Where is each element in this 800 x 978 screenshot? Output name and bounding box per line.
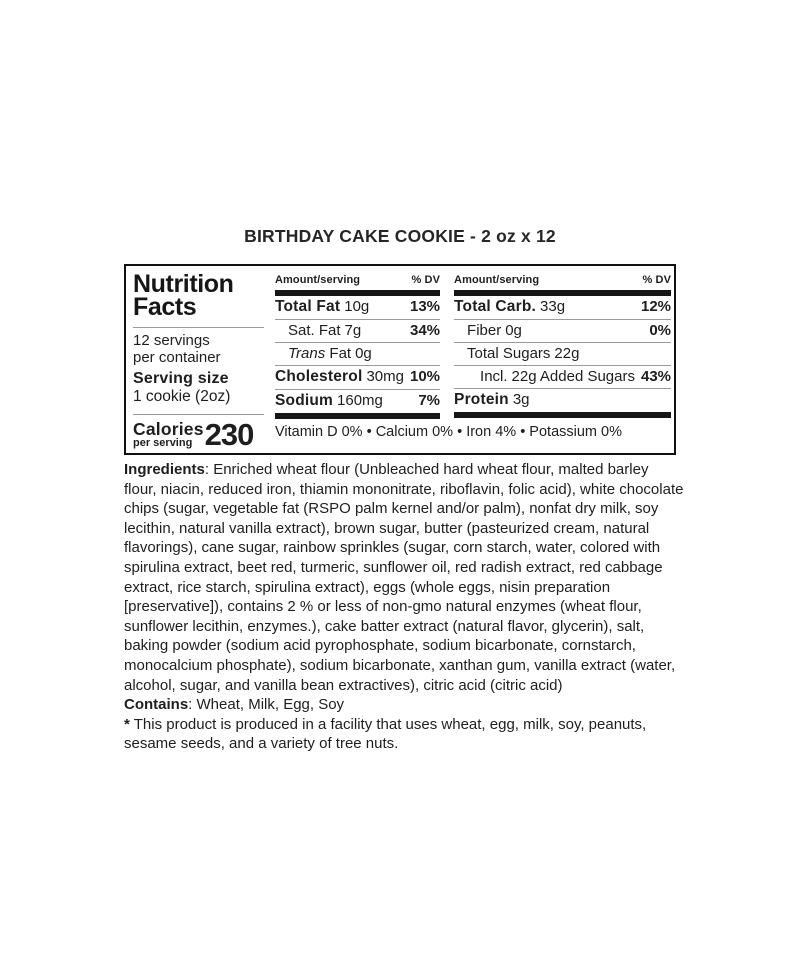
contains-line	[124, 695, 684, 715]
nutrient-dv: 10%	[410, 368, 441, 385]
calories-label: Calories	[133, 418, 204, 439]
column-header	[454, 273, 671, 290]
amount-per-serving-header: Amount/serving	[454, 274, 540, 286]
amount-per-serving-header: Amount/serving	[275, 274, 361, 286]
nutrient-name: Total Sugars	[467, 345, 551, 362]
contains-text: : Wheat, Milk, Egg, Soy	[188, 696, 345, 714]
facility-allergy-note	[124, 715, 684, 754]
nutrient-name: Cholesterol	[275, 368, 363, 385]
facility-allergy-text: This product is produced in a facility that uses wheat, egg, milk, soy, peanuts, sesame seeds, and a variety of tree nuts.	[124, 715, 647, 753]
nutrient-name: Fat	[329, 345, 352, 362]
calories-value: 230	[204, 417, 254, 452]
nutrient-row-total-sugars	[454, 343, 671, 366]
servings-per-container	[133, 333, 264, 366]
nutrient-amount: 22g	[554, 345, 580, 362]
nutrient-name: Incl.	[480, 368, 508, 385]
panel-nutrient-area	[275, 273, 671, 449]
nutrient-columns	[275, 273, 671, 419]
nutrition-facts-heading-line2: Facts	[133, 293, 197, 321]
nutrient-name: Sodium	[275, 392, 334, 409]
nutrient-name: Total Carb.	[454, 298, 537, 315]
panel-left-column	[133, 270, 264, 452]
percent-dv-header: % DV	[411, 274, 441, 286]
nutrient-name-italic: Trans	[288, 345, 326, 362]
nutrient-name: Total Fat	[275, 298, 341, 315]
nutrient-name: Sat. Fat	[288, 322, 341, 339]
nutrient-row-trans-fat	[275, 343, 440, 366]
nutrient-row-fiber	[454, 320, 671, 343]
divider	[133, 414, 264, 415]
nutrient-amount: 30mg	[366, 368, 404, 385]
nutrient-amount: 0g	[505, 322, 522, 339]
nutrient-name: Fiber	[467, 322, 502, 339]
nutrient-column-fat	[275, 273, 440, 419]
nutrition-facts-heading	[133, 270, 264, 321]
ingredients-text: : Enriched wheat flour (Unbleached hard wheat flour, malted barley flour, niacin, reduced iron, thiamin mononitrate, riboflavin, folic acid), white chocolate chips (sugar, vegetable fat (RSPO palm kernel and/or palm), nonfat dry milk, soy lecithin, natural vanilla extract), brown sugar, butter (pasteurized cream, natural flavorings), cane sugar, rainbow sprinkles (sugar, corn starch, water, colored with spirulina extract, beet red, turmeric, sunflower oil, red radish extract, red cabbage extract, rice starch, spirulina extract), eggs (whole eggs, nisin preparation [preservative]), contains 2 % or less of non-gmo natural enzymes (wheat flour, sunflower lecithin, enzymes.), cake batter extract (natural flavor, glycerin), salt, baking powder (sodium acid pyrophosphate, sodium bicarbonate, cornstarch, monocalcium phosphate), sodium bicarbonate, xanthan gum, vanilla extract (water, alcohol, sugar, and vanilla bean extractives), citric acid (citric acid)	[124, 461, 684, 694]
nutrient-amount: 33g	[540, 298, 566, 315]
servings-unit: per container	[133, 348, 221, 366]
ingredients-label: Ingredients	[124, 461, 205, 478]
nutrient-row-total-carb	[454, 296, 671, 320]
serving-size-label: Serving size	[133, 370, 229, 387]
micronutrients-line: Vitamin D 0% • Calcium 0% • Iron 4% • Potassium 0%	[275, 424, 622, 440]
nutrient-amount: 10g	[344, 298, 370, 315]
calories-block	[133, 417, 264, 452]
nutrient-dv: 34%	[410, 322, 441, 339]
nutrient-amount: 3g	[512, 391, 530, 408]
nutrition-facts-panel	[124, 264, 676, 455]
percent-dv-header: % DV	[642, 274, 672, 286]
nutrient-dv: 0%	[649, 322, 672, 339]
nutrient-row-sodium	[275, 390, 440, 413]
nutrient-column-carb	[454, 273, 671, 419]
ingredients-paragraph	[124, 460, 684, 695]
product-title: BIRTHDAY CAKE COOKIE - 2 oz x 12	[244, 226, 556, 246]
nutrient-row-total-fat	[275, 296, 440, 320]
contains-label: Contains	[124, 696, 189, 714]
calories-sublabel: per serving	[133, 436, 193, 449]
nutrient-amount: 160mg	[337, 392, 383, 409]
nutrient-row-sat-fat	[275, 320, 440, 343]
asterisk-mark: *	[124, 715, 130, 733]
serving-size-value: 1 cookie (2oz)	[133, 388, 231, 405]
nutrient-row-added-sugars	[454, 366, 671, 389]
nutrient-row-protein	[454, 389, 671, 412]
ingredients-section	[124, 460, 684, 754]
calories-labels	[133, 418, 204, 449]
nutrient-amount: 7g	[344, 322, 362, 339]
nutrient-name: Protein	[454, 391, 509, 408]
nutrient-dv: 7%	[418, 392, 441, 409]
nutrient-dv: 12%	[640, 298, 672, 315]
divider	[133, 327, 264, 328]
nutrient-amount: 0g	[355, 345, 372, 362]
nutrient-amount: 22g Added Sugars	[511, 368, 635, 385]
nutrient-row-cholesterol	[275, 366, 440, 390]
column-header	[275, 273, 440, 290]
nutrient-dv: 43%	[640, 368, 672, 385]
servings-count: 12 servings	[133, 332, 210, 349]
thick-rule	[454, 412, 671, 418]
nutrient-dv: 13%	[410, 298, 441, 315]
nutrition-facts-heading-line1: Nutrition	[133, 270, 234, 298]
